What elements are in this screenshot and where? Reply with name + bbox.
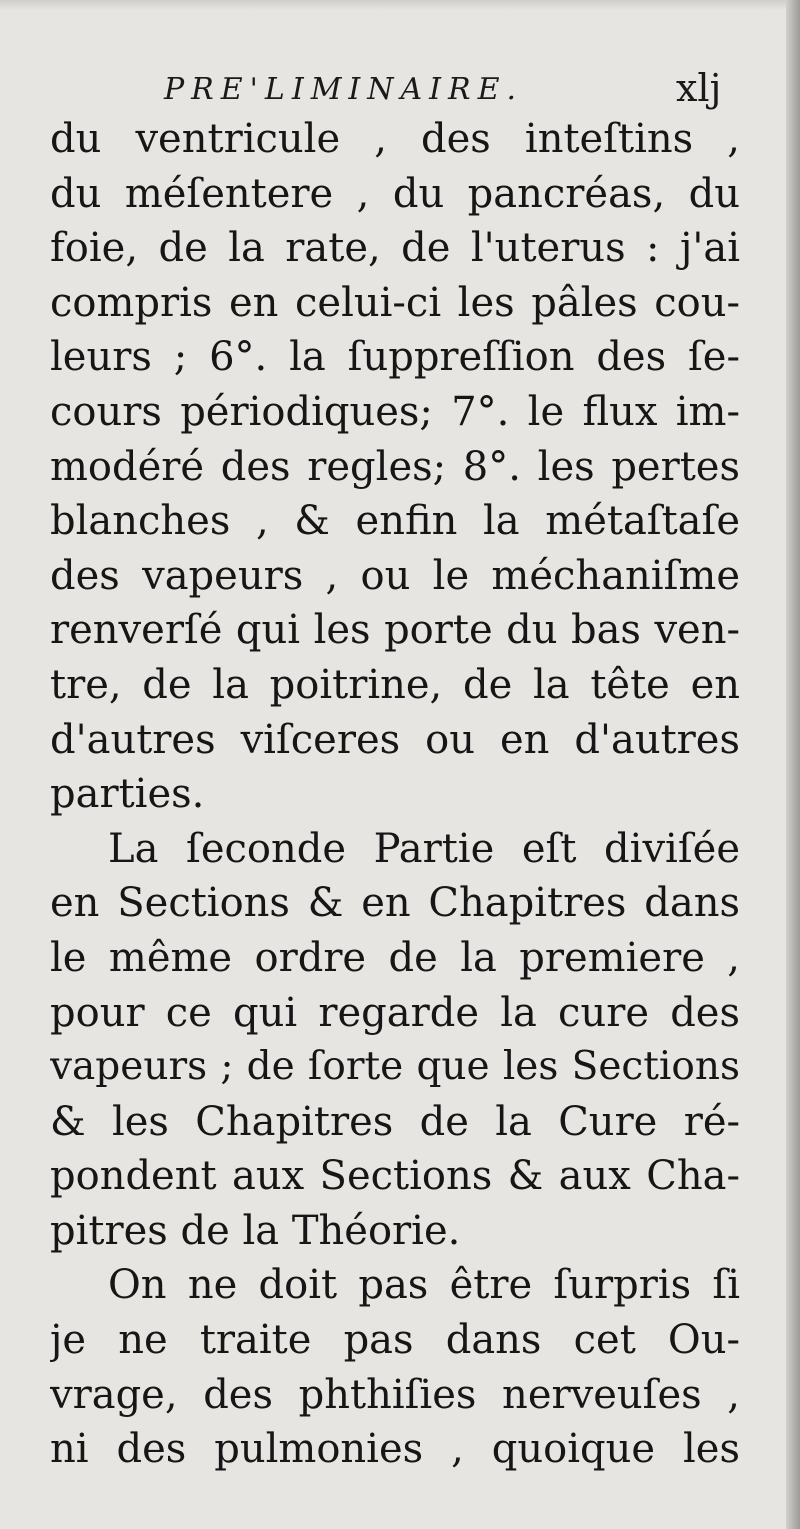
text-line: je ne traite pas dans cet Ou- xyxy=(50,1317,740,1364)
text-line: pondent aux Sections & aux Cha- xyxy=(50,1153,740,1200)
paragraph-end-line: parties. xyxy=(50,771,205,818)
text-line: d'autres viſceres ou en d'autres xyxy=(50,716,740,763)
text-line: & les Chapitres de la Cure ré- xyxy=(50,1098,740,1145)
text-line: ni des pulmonies , quoique les xyxy=(50,1426,740,1473)
running-head xyxy=(0,66,800,116)
text-line: renverſé qui les porte du bas ven- xyxy=(50,607,740,654)
text-line: leurs ; 6°. la ſuppreſſion des ſe- xyxy=(50,334,740,381)
text-line: cours périodiques; 7°. le flux im- xyxy=(50,388,740,435)
text-line: des vapeurs , ou le méchaniſme xyxy=(50,552,740,599)
page-top-shadow xyxy=(0,0,800,10)
text-line: le même ordre de la premiere , xyxy=(50,934,740,981)
running-head-title: PRE'LIMINAIRE. xyxy=(164,72,524,107)
text-line: du méſentere , du pancréas, du xyxy=(50,170,740,217)
text-line: vrage, des phthiſies nerveuſes , xyxy=(50,1371,740,1418)
text-line: vapeurs ; de ſorte que les Sections xyxy=(50,1044,740,1090)
text-line: foie, de la rate, de l'uterus : j'ai xyxy=(50,225,740,272)
text-line: du ventricule , des inteſtins , xyxy=(50,116,740,162)
paragraph-first-line: On ne doit pas être ſurpris ſi xyxy=(108,1262,740,1309)
paragraph-first-line: La ſeconde Partie eſt diviſée xyxy=(108,825,740,872)
text-line: en Sections & en Chapitres dans xyxy=(50,880,740,927)
text-line: blanches , & enfin la métaſtaſe xyxy=(50,498,740,545)
page-gutter-shadow xyxy=(786,0,800,1529)
paragraph-end-line: pitres de la Théorie. xyxy=(50,1207,461,1254)
page-number: xlj xyxy=(676,66,722,110)
body-text xyxy=(50,112,740,1477)
text-line: compris en celui-ci les pâles cou- xyxy=(50,279,740,326)
text-line: pour ce qui regarde la cure des xyxy=(50,989,740,1036)
text-line: modéré des regles; 8°. les pertes xyxy=(50,443,740,490)
text-line: tre, de la poitrine, de la tête en xyxy=(50,661,740,708)
